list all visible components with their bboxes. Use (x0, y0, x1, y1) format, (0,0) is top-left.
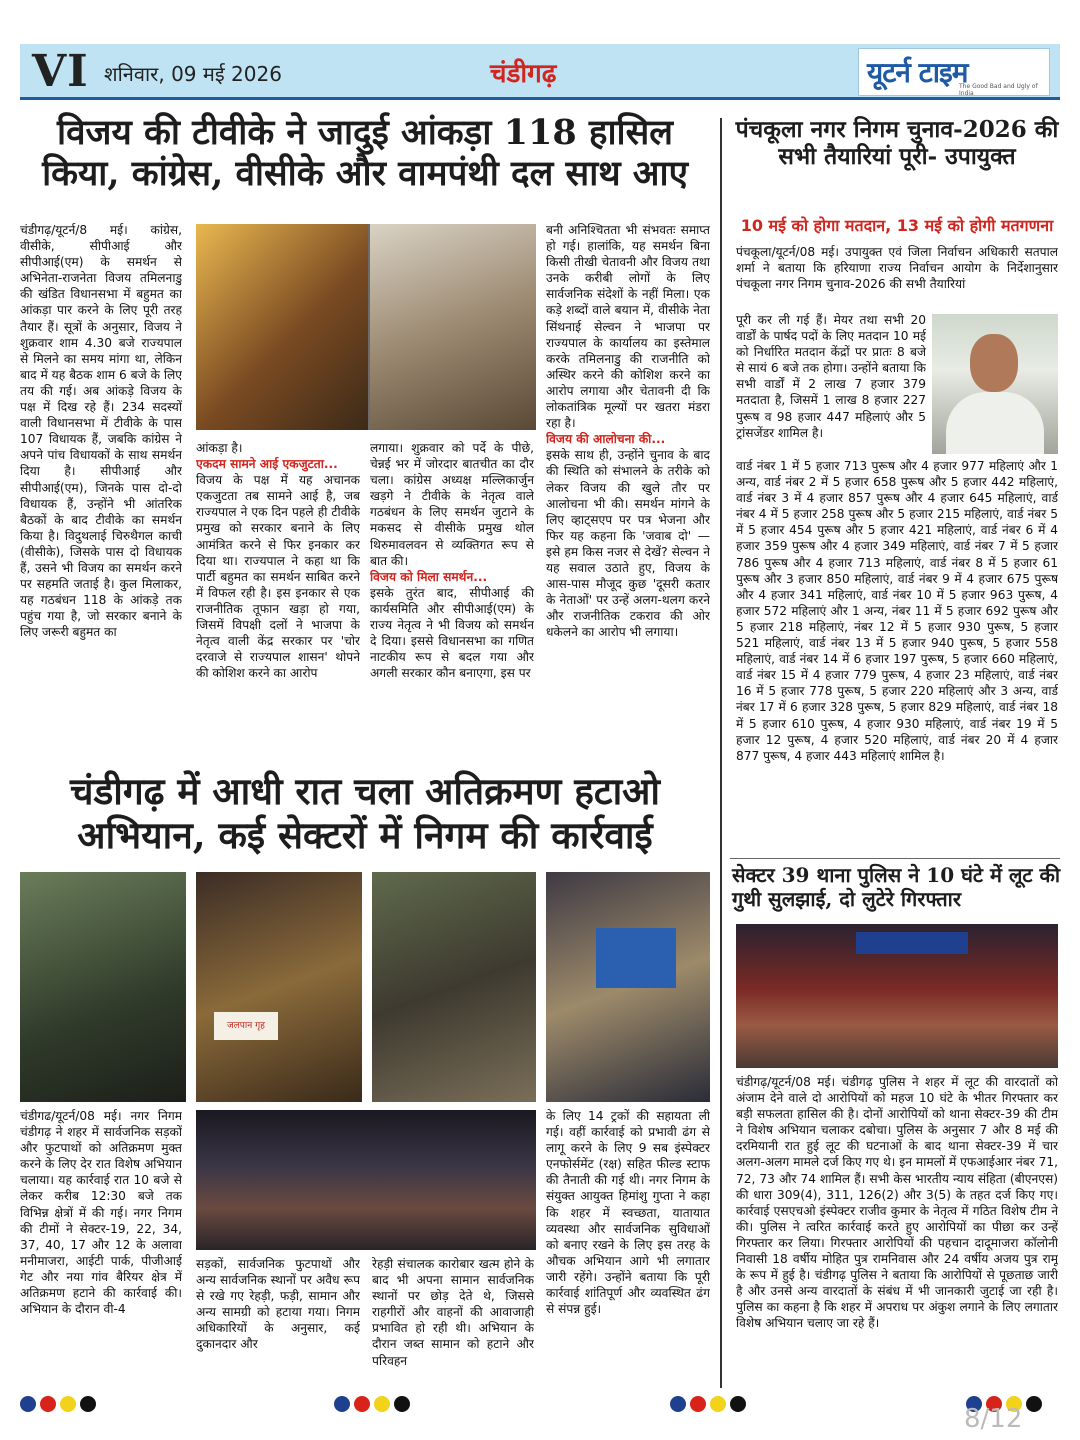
footer-dots-3 (670, 1396, 746, 1412)
story1-headline (20, 112, 710, 195)
sidebar1-ward-details: वार्ड नंबर 1 में 5 हजार 713 पुरूष और 4 हजार 977 महिलाएं और 1 अन्य, वार्ड नंबर 2 में 5 हजार 658 पुरूष और 5 हजार 442 महिलाएं, वार्ड नंबर 3 में 4 हजार 857 पुरूष और 4 हजार 645 महिलाएं, वार्ड नंबर 4 में 5 हजार 258 पुरूष और 5 हजार 215 महिलाएं, वार्ड नंबर 5 में 5 हजार 454 पुरूष और 5 हजार 421 महिलाएं, वार्ड नंबर 6 में 4 हजार 359 पुरूष और 4 हजार 349 महिलाएं, वार्ड नंबर 7 में 5 हजार 786 पुरूष और 4 हजार 713 महिलाएं, वार्ड नंबर 8 में 5 हजार 61 पुरूष और 3 हजार 850 महिलाएं, वार्ड नंबर 9 में 4 हजार 675 पुरूष और 4 हजार 341 महिलाएं, वार्ड नंबर 10 में 5 हजार 963 पुरूष, 4 हजार 572 महिलाएं और 1 अन्य, नंबर 11 में 5 हजार 692 पुरूष और 5 हजार 218 महिलाएं, नंबर 12 में 5 हजार 930 पुरूष, 5 हजार 521 महिलाएं, वार्ड नंबर 13 में 5 हजार 940 पुरूष, 5 हजार 558 महिलाएं, वार्ड नंबर 14 में 6 हजार 197 पुरूष, 5 हजार 660 महिलाएं, वार्ड नंबर 15 में 4 हजार 779 पुरूष, 4 हजार 23 महिलाएं, वार्ड नंबर 16 में 5 हजार 778 पुरूष, 5 हजार 220 महिलाएं और 3 अन्य, वार्ड नंबर 17 में 6 हजार 328 पुरूष, 5 हजार 829 महिलाएं, वार्ड नंबर 18 में 5 हजार 610 पुरूष, 4 हजार 930 महिलाएं, वार्ड नंबर 19 में 5 हजार 12 पुरूष, 4 हजार 520 महिलाएं, वार्ड नंबर 20 में 4 हजार 877 पुरूष, 4 हजार 443 महिलाएं शामिल है। (736, 459, 1058, 763)
story1-subhead-criticism: विजय की आलोचना की... (546, 432, 666, 447)
story1-col4-text-b: इसके साथ ही, उन्होंने चुनाव के बाद की स्थिति को संभालने के तरीके को लेकर विजय की खुले तौर पर आलोचना भी की। समर्थन मांगने के लिए व्हाट्सएप पर पत्र भेजना और फिर यह कहना कि 'जवाब दो' — इसे हम किस नजर से देखें? सेल्वन ने यह सवाल उठाते हुए, विजय के आस-पास मौजूद कुछ 'दूसरी कतार के नेताओं' पर उन्हें अलग-थलग करने और राजनीतिक टकराव की ओर धकेलने का आरोप भी लगाया। (546, 448, 710, 640)
story2-column-1: चंडीगढ/यूटर्न/08 मई। नगर निगम चंडीगढ़ ने शहर में सार्वजनिक सड़कों और फुटपाथों को अतिक्रमण मुक्त करने के लिए देर रात विशेष अभियान चलाया। यह कार्रवाई रात 10 बजे से लेकर करीब 12:30 बजे तक विभिन्न क्षेत्रों में की गई। नगर निगम की टीमों ने सेक्टर-19, 22, 34, 37, 40, 17 और 12 के अलावा मनीमाजरा, आईटी पार्क, पीजीआई गेट और नया गांव बैरियर क्षेत्र में अतिक्रमण हटाने की कार्रवाई की। अभियान के दौरान वी-4 (20, 1109, 182, 1317)
masthead-logo (858, 48, 1050, 96)
story1-col3-text-b: इसके तुरंत बाद, सीपीआई की कार्यसमिति और सीपीआई(एम) के राज्य नेतृत्व ने भी विजय को समर्थन दे दिया। इससे विधानसभा का गणित नाटकीय रूप से बदल गया और अगली सरकार कौन बनाएगा, इस पर (370, 585, 534, 681)
encroachment-team-photo (196, 1110, 536, 1250)
story1-headline-line2: किया, कांग्रेस, वीसीके और वामपंथी दल साथ आए (42, 153, 688, 195)
story1-column-4 (546, 222, 710, 750)
story2-headline-line1: चंडीगढ़ में आधी रात चला अतिक्रमण हटाओ (69, 769, 661, 813)
story1-subhead-support: विजय को मिला समर्थन... (370, 569, 488, 584)
portrait-shirt (946, 392, 1044, 454)
color-dot (60, 1396, 76, 1412)
encroachment-photo-1 (20, 872, 186, 1102)
page-indicator: 8/12 (964, 1404, 1023, 1434)
official-portrait-photo (932, 314, 1058, 454)
story2-column-4: के लिए 14 ट्रकों की सहायता ली गई। वहीं कार्रवाई को प्रभावी ढंग से लागू करने के लिए 9 सब इंस्पेक्टर एनफोर्समेंट (रक्ष) सहित फील्ड स्टाफ की तैनाती की गई थी। नगर निगम के संयुक्त आयुक्त हिमांशु गुप्ता ने कहा कि शहर में स्वच्छता, यातायात व्यवस्था और सार्वजनिक सुविधाओं को बनाए रखने के लिए इस तरह के औचक अभियान आगे भी लगातार जारी रहेंगे। उन्होंने बताया कि पूरी कार्रवाई शांतिपूर्ण और व्यवस्थित ढंग से संपन्न हुई। (546, 1109, 710, 1317)
footer-dots-1 (20, 1396, 96, 1412)
story2-column-2: सड़कों, सार्वजनिक फुटपाथों और अन्य सार्वजनिक स्थानों पर अवैध रूप से रखे गए रेहड़ी, फड़ी, सामान और अन्य सामग्री को हटाया गया। निगम अधिकारियों के अनुसार, कई दुकानदार और (196, 1257, 360, 1352)
story2-headline (20, 770, 710, 857)
story1-photo (196, 224, 536, 430)
truck-shape (596, 928, 676, 988)
stall-sign: जलपान गृह (214, 1012, 278, 1040)
color-dot (334, 1396, 350, 1412)
section-name: चंडीगढ़ (490, 59, 557, 89)
logo-text: यूटर्न टाइम (867, 56, 968, 89)
color-dot (40, 1396, 56, 1412)
color-dot (710, 1396, 726, 1412)
story1-subhead-unity: एकदम सामने आई एकजुटता... (196, 457, 338, 472)
story2-column-3: रेहड़ी संचालक कारोबार खत्म होने के बाद भी अपना सामान सार्वजनिक स्थानों पर छोड़ देते थे, जिससे राहगीरों और वाहनों की आवाजाही प्रभावित हो रही थी। अभियान के दौरान जब्त सामान को हटाने और परिवहन (372, 1257, 534, 1368)
footer-dots-2 (334, 1396, 410, 1412)
sidebar2-headline: सेक्टर 39 थाना पुलिस ने 10 घंटे में लूट की गुथी सुलझाई, दो लुटेरे गिरफ्तार (732, 863, 1061, 911)
story1-col2-intro: आंकड़ा है। (196, 441, 243, 455)
color-dot (374, 1396, 390, 1412)
sidebar2-body: चंडीगढ़/यूटर्न/08 मई। चंडीगढ़ पुलिस ने शहर में लूट की वारदातों को अंजाम देने वाले दो आरोपियों को महज 10 घंटे के भीतर गिरफ्तार कर बड़ी सफलता हासिल की है। दोनों आरोपियों को थाना सेक्टर-39 की टीम ने विशेष अभियान चलाकर दबोचा। पुलिस के अनुसार 7 और 8 मई की दरमियानी रात हुई लूट की घटनाओं के बाद थाना सेक्टर-39 में चार अलग-अलग मामले दर्ज किए गए थे। इन मामलों में एफआईआर नंबर 71, 72, 73 और 74 शामिल हैं। सभी केस भारतीय न्याय संहिता (बीएनएस) की धारा 309(4), 311, 126(2) और 3(5) के तहत दर्ज किए गए। कार्रवाई एसएचओ इंस्पेक्टर राजीव कुमार के नेतृत्व में गठित विशेष टीम ने की। पुलिस ने त्वरित कार्रवाई करते हुए आरोपियों का पीछा कर उन्हें गिरफ्तार कर लिया। गिरफ्तार आरोपियों की पहचान दादूमाजरा कॉलोनी निवासी 18 वर्षीय मोहित पुत्र रामनिवास और 24 वर्षीय अजय पुत्र रामू के रूप में हुई है। चंडीगढ़ पुलिस ने बताया कि आरोपियों से पूछताछ जारी है और उनसे अन्य वारदातों के संबंध में भी जानकारी जुटाई जा रही है। पुलिस का कहना है कि शहर में अपराध पर अंकुश लगाने के लिए लगातार विशेष अभियान चलाए जा रहे हैं। (736, 1075, 1058, 1331)
column-divider (720, 118, 722, 1388)
portrait-face (970, 334, 1018, 392)
station-board (856, 932, 968, 954)
color-dot (354, 1396, 370, 1412)
encroachment-photo-3 (372, 872, 536, 1102)
sidebar1-wrap-text: पूरी कर ली गई हैं। मेयर तथा सभी 20 वार्डों के पार्षद पदों के लिए मतदान 10 मई को निर्धारित मतदान केंद्रों पर प्रातः 8 बजे से सायं 6 बजे तक होगा। उन्होंने बताया कि सभी वार्डों में 2 लाख 7 हजार 379 मतदाता है, जिसमें 1 लाख 8 हजार 227 पुरूष व 98 हजार 447 महिलाएं और 5 ट्रांसजेंडर शामिल है। (736, 313, 926, 440)
page-header (20, 44, 1060, 100)
story1-col2-text: विजय के पक्ष में यह अचानक एकजुटता तब सामने आई है, जब राज्यपाल ने एक दिन पहले ही टीवीके प्रमुख को सरकार बनाने के लिए आमंत्रित करने से फिर इनकार कर दिया था। राज्यपाल ने कहा था कि पार्टी बहुमत का समर्थन साबित करने में विफल रही है। इस इनकार से एक राजनीतिक तूफान खड़ा हो गया, जिसमें विपक्षी दलों ने भाजपा के नेतृत्व वाली केंद्र सरकार पर 'चोर दरवाजे से राज्यपाल शासन' थोपने की कोशिश करने का आरोप (196, 473, 360, 681)
story1-col3-text: लगाया। शुक्रवार को पर्दे के पीछे, चेन्नई भर में जोरदार बातचीत का दौर चला। कांग्रेस अध्यक्ष मल्लिकार्जुन खड़गे ने टीवीके के नेतृत्व वाले गठबंधन के लिए समर्थन जुटाने के मकसद से वीसीके प्रमुख थोल थिरुमावलवन से व्यक्तिगत रूप से बात की। (370, 441, 534, 568)
story1-column-3 (370, 440, 534, 750)
issue-date: शनिवार, 09 मई 2026 (104, 62, 282, 86)
sidebar1-subhead: 10 मई को होगा मतदान, 13 मई को होगी मतगणना (740, 216, 1054, 235)
sidebar-divider (730, 858, 1060, 859)
story1-col4-text: बनी अनिश्चितता भी संभवतः समाप्त हो गई। हालांकि, यह समर्थन बिना किसी तीखी चेतावनी और विजय तथा उनके करीबी लोगों के लिए सार्वजनिक संदेशों के नहीं मिला। एक कड़े शब्दों वाले बयान में, वीसीके नेता सिंथनाई सेल्वन ने भाजपा पर राज्यपाल के कार्यालय का इस्तेमाल करके तमिलनाडु की राजनीति को अस्थिर करने की कोशिश करने का आरोप लगाया और चेतावनी दी कि लोकतांत्रिक मूल्यों पर खतरा मंडरा रहा है। (546, 223, 710, 431)
page-number: VI (32, 46, 89, 97)
story1-headline-line1: विजय की टीवीके ने जादुई आंकड़ा 118 हासिल (57, 112, 673, 153)
color-dot (1026, 1396, 1042, 1412)
color-dot (670, 1396, 686, 1412)
story1-column-1: चंडीगढ़/यूटर्न/8 मई। कांग्रेस, वीसीके, सीपीआई और सीपीआई(एम) के समर्थन से अभिनेता-राजनेता विजय तमिलनाडु की खंडित विधानसभा में बहुमत का आंकड़ा पार करने के लिए पूरी तरह तैयार हैं। सूत्रों के अनुसार, विजय ने शुक्रवार शाम 4.30 बजे राज्यपाल से मिलने का समय मांगा था, लेकिन बाद में यह बैठक शाम 6 बजे के लिए तय की गई। अब आंकड़े विजय के पक्ष में दिख रहे हैं। 234 सदस्यों वाली विधानसभा में टीवीके के पास 107 विधायक हैं, जबकि कांग्रेस ने अपने पांच विधायकों के साथ समर्थन दिया है। सीपीआई और सीपीआई(एम), जिनके पास दो-दो विधायक हैं, उन्होंने भी आंतरिक बैठकों के बाद टीवीके का समर्थन किया है। विदुथलाई चिरुथैगल काची (वीसीके), जिसके पास दो विधायक हैं, उसने भी विजय का समर्थन करने पर सहमति जताई है। कुल मिलाकर, यह गठबंधन 118 के आंकड़े तक पहुंच गया है, जो सरकार बनाने के लिए जरूरी बहुमत का (20, 223, 182, 640)
color-dot (394, 1396, 410, 1412)
logo-tagline: The Good Bad and Ugly of India (959, 83, 1038, 97)
color-dot (690, 1396, 706, 1412)
sidebar1-intro: पंचकूला/यूटर्न/08 मई। उपायुक्त एवं जिला निर्वाचन अधिकारी सतपाल शर्मा ने बताया कि हरियाणा राज्य निर्वाचन आयोग के निर्देशानुसार पंचकूला नगर निगम चुनाव-2026 की सभी तैयारियां (736, 245, 1058, 292)
police-station-photo (736, 924, 1058, 1068)
color-dot (80, 1396, 96, 1412)
encroachment-photo-2 (196, 872, 362, 1102)
color-dot (730, 1396, 746, 1412)
color-dot (20, 1396, 36, 1412)
photo-meeting-scene (370, 224, 536, 430)
encroachment-photo-4 (546, 872, 710, 1102)
story1-column-2 (196, 440, 360, 750)
story2-headline-line2: अभियान, कई सेक्टरों में निगम की कार्रवाई (77, 812, 653, 857)
photo-portrait-vijay (196, 224, 368, 430)
sidebar1-headline: पंचकूला नगर निगम चुनाव-2026 की सभी तैयारियां पूरी- उपायुक्त (735, 116, 1059, 171)
